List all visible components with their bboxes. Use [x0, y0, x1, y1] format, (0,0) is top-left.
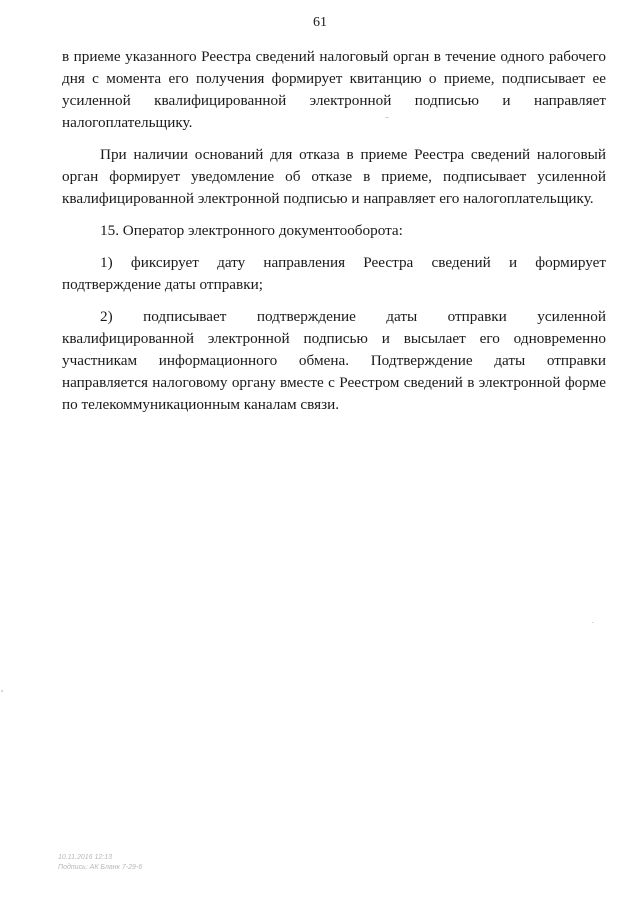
- paragraph-refusal-notice: При наличии оснований для отказа в приеме Реестра сведений налоговый орган формирует уведомление об отказе в приеме, подписывает усиленной квалифицированной электронной подписью и направляет его налогоплательщику.: [62, 146, 606, 207]
- footer-stamp-line1: 10.11.2016 12:13: [58, 854, 112, 861]
- scan-speck: [385, 117, 389, 118]
- scan-speck: [592, 622, 594, 623]
- paragraph-continuation: в приеме указанного Реестра сведений налоговый орган в течение одного рабочего дня с момента его получения формирует квитанцию о приеме, подписывает ее усиленной квалифицированной электронной подписью и направляет налогоплательщику.: [62, 48, 606, 131]
- paragraph-item-15-heading: 15. Оператор электронного документооборота:: [100, 222, 403, 239]
- page-number: 61: [313, 15, 327, 30]
- document-body: [62, 46, 606, 426]
- footer-stamp: [58, 853, 142, 873]
- paragraph-subitem-1: 1) фиксирует дату направления Реестра сведений и формирует подтверждение даты отправки;: [62, 254, 606, 293]
- footer-stamp-line2: Подпись: АК Бланк 7-29-6: [58, 864, 143, 871]
- scan-speck: [1, 690, 3, 692]
- paragraph-subitem-2: 2) подписывает подтверждение даты отправки усиленной квалифицированной электронной подписью и высылает его одновременно участникам информационного обмена. Подтверждение даты отправки направляется налоговому органу вместе с Реестром сведений в электронной форме по телекоммуникационным каналам связи.: [62, 308, 606, 413]
